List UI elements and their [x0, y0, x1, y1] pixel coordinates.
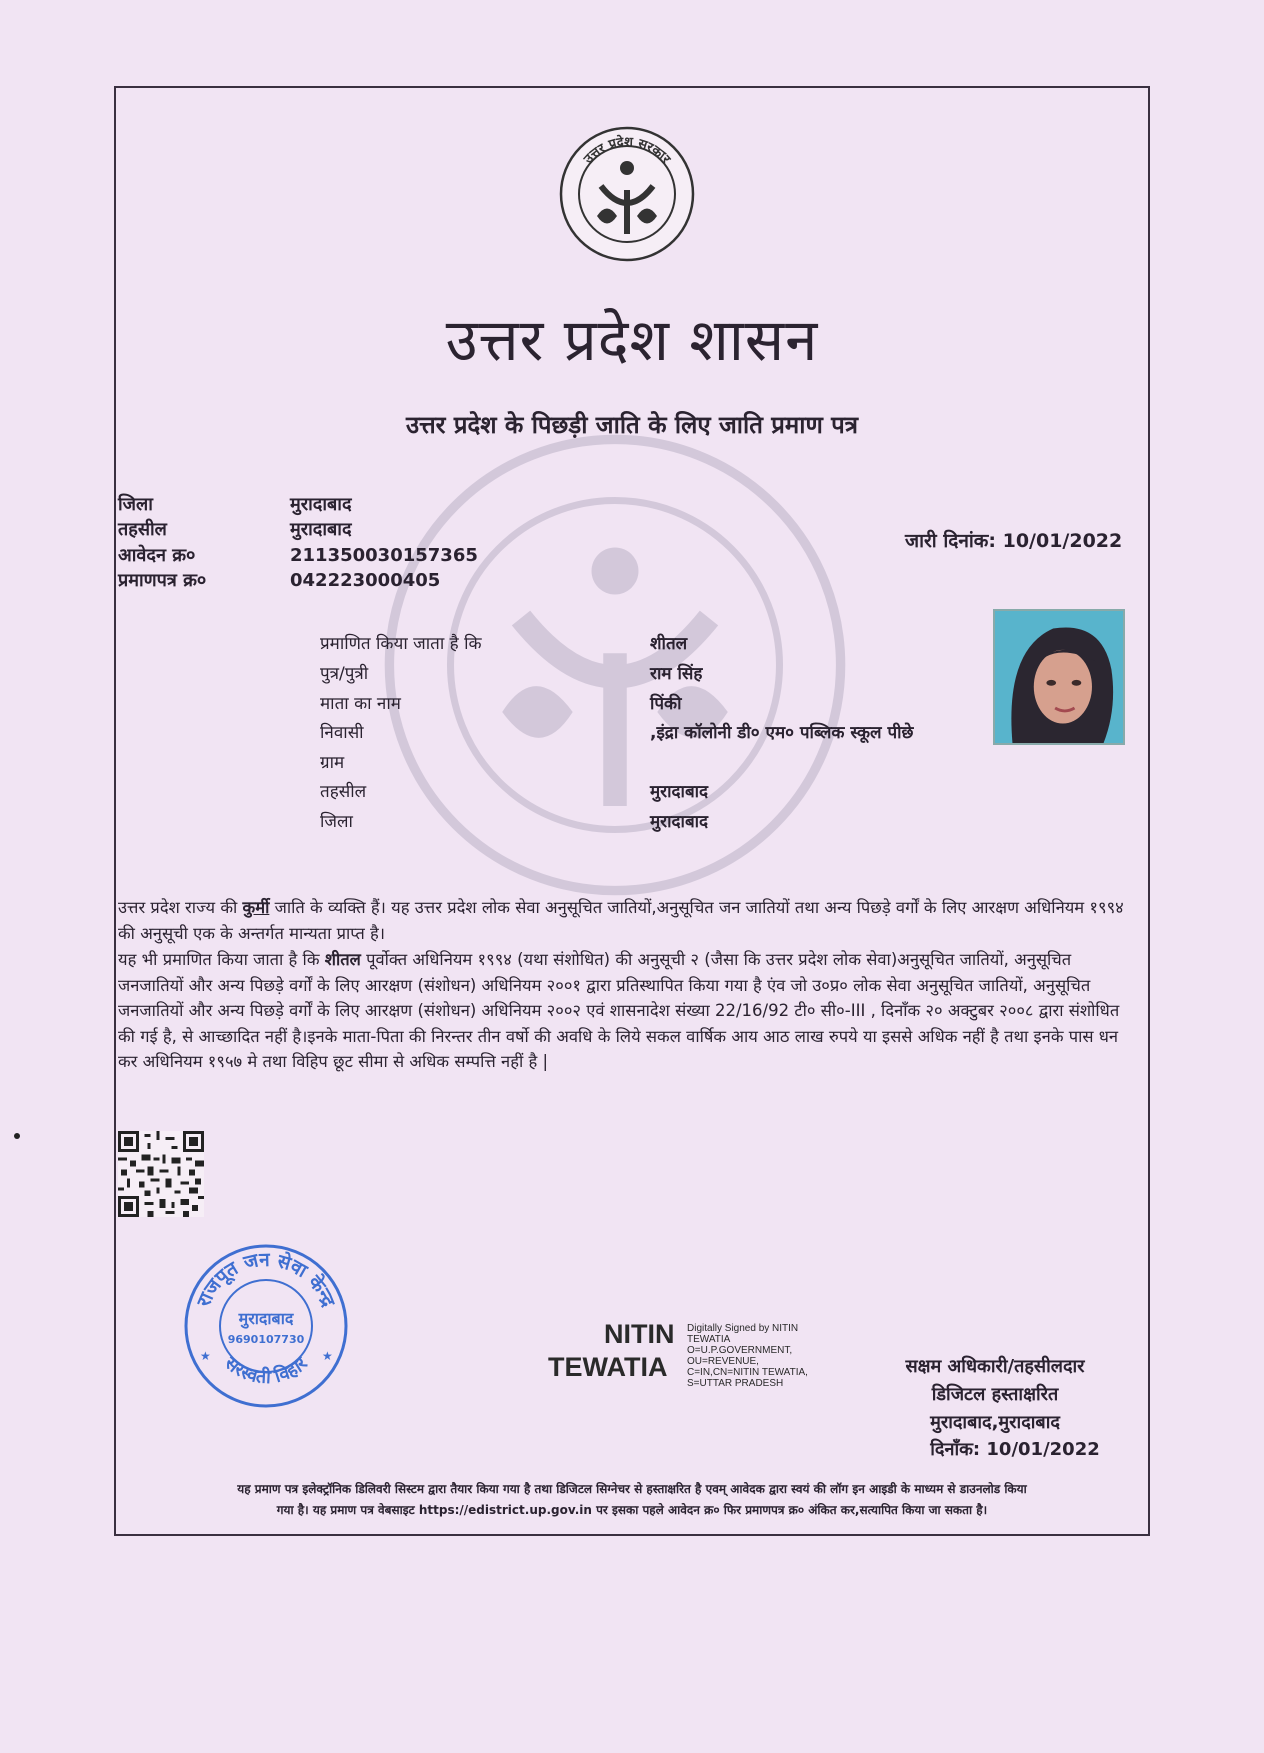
caste-paragraph [118, 895, 1130, 946]
emblem-watermark [380, 430, 850, 900]
meta-value-certificate-no: 042223000405 [290, 570, 441, 591]
detail-value-address: ,इंद्रा कॉलोनी डी० एम० पब्लिक स्कूल पीछे [650, 723, 914, 743]
caste-name: कुर्मी [242, 898, 270, 917]
detail-value-mother: पिंकी [650, 694, 682, 714]
footer-line-1: यह प्रमाण पत्र इलेक्ट्रॉनिक डिलिवरी सिस्टम द्वारा तैयार किया गया है तथा डिजिटल सिग्नेचर से हस्ताक्षरित है एवम् आवेदक द्वारा स्वयं की लॉग इन आइडी के माध्यम से डाउनलोड किया [237, 1482, 1027, 1496]
seal-bottom-text: सरस्वती विहार [220, 1352, 312, 1389]
signature-detail-line: OU=REVENUE, [687, 1356, 759, 1367]
eligibility-paragraph [118, 947, 1130, 1075]
signer-last-name: TEWATIA [548, 1352, 668, 1382]
scan-speck [14, 1133, 20, 1139]
meta-value-application-no: 211350030157365 [290, 545, 478, 566]
eligibility-paragraph-suffix: पूर्वोक्त अधिनियम १९९४ (यथा संशोधित) की अनुसूची २ (जैसा कि उत्तर प्रदेश लोक सेवा)अनुसूचित जातियों, अनुसूचित जनजातियों और अन्य पिछड़े वर्गों के लिए आरक्षण (संशोधन) अधिनियम २००१ द्वारा प्रतिस्थापित किया गया है एंव जो उ०प्र० लोक सेवा अनुसूचित जातियों, अनुसूचित जनजातियों और अन्य पिछड़े वर्गों के लिए आरक्षण (संशोधन) अधिनियम २००२ एवं शासनादेश संख्या 22/16/92 टी० सी०-III , दिनाँक २० अक्टुबर २००८ द्वारा संशोधित की गई है, से आच्छादित नहीं है।इनके माता-पिता की निरन्तर तीन वर्षो की अवधि के लिये सकल वार्षिक आय आठ लाख रुपये या इससे अधिक नहीं है तथा इनके पास धन कर अधिनियम १९५७ मे तथा विहिप छूट सीमा से अधिक सम्पत्ति नहीं है | [118, 950, 1120, 1072]
seal-center-text: मुरादाबाद [238, 1309, 294, 1328]
detail-label-mother: माता का नाम [320, 694, 401, 714]
eligibility-name: शीतल [324, 950, 361, 969]
svg-text:सरस्वती विहार [220, 1352, 312, 1388]
signature-detail-line: Digitally Signed by NITIN [687, 1323, 799, 1334]
meta-value-tehsil: मुरादाबाद [290, 519, 352, 540]
officer-signed: डिजिटल हस्ताक्षरित [931, 1384, 1059, 1405]
officer-date: दिनाँक: 10/01/2022 [930, 1439, 1100, 1460]
detail-value-tehsil: मुरादाबाद [650, 782, 709, 802]
issue-date: जारी दिनांक: 10/01/2022 [905, 530, 1123, 552]
signature-detail-line: TEWATIA [687, 1334, 731, 1345]
meta-label-tehsil: तहसील [118, 519, 167, 540]
seal-top-text: राजपूत जन सेवा केन्द्र [192, 1248, 340, 1310]
page-title: उत्तर प्रदेश शासन [445, 306, 819, 374]
officer-title: सक्षम अधिकारी/तहसीलदार [905, 1356, 1085, 1377]
caste-paragraph-prefix: उत्तर प्रदेश राज्य की [118, 898, 243, 917]
applicant-photo [993, 609, 1125, 745]
signature-details [687, 1323, 808, 1389]
meta-label-application-no: आवेदन क्र० [118, 545, 196, 566]
up-government-emblem [557, 124, 697, 264]
eligibility-paragraph-prefix: यह भी प्रमाणित किया जाता है कि [118, 950, 325, 969]
caste-paragraph-suffix: जाति के व्यक्ति हैं। यह उत्तर प्रदेश लोक सेवा अनुसूचित जातियों,अनुसूचित जन जातियों तथा अन्य पिछड़े वर्गों के लिए आरक्षण अधिनियम १९९४ की अनुसूची एक के अन्तर्गत मान्यता प्राप्त है। [118, 898, 1124, 943]
meta-label-certificate-no: प्रमाणपत्र क्र० [118, 570, 207, 591]
officer-place: मुरादाबाद,मुरादाबाद [930, 1412, 1060, 1433]
detail-label-district: जिला [320, 812, 353, 832]
meta-label-district: जिला [118, 494, 153, 515]
signature-detail-line: O=U.P.GOVERNMENT, [687, 1345, 793, 1356]
footer-line-2: गया है। यह प्रमाण पत्र वेबसाइट https://edistrict.up.gov.in पर इसका पहले आवेदन क्र० फिर प्रमाणपत्र क्र० अंकित कर,सत्यापित किया जा सकता है। [276, 1503, 988, 1517]
detail-value-district: मुरादाबाद [650, 812, 709, 832]
signature-detail-line: S=UTTAR PRADESH [687, 1378, 784, 1389]
detail-label-child-of: पुत्र/पुत्री [320, 664, 369, 684]
detail-value-father: राम सिंह [650, 664, 703, 684]
detail-value-name: शीतल [650, 634, 688, 654]
footer-note [120, 1479, 1144, 1521]
service-center-seal [180, 1240, 352, 1412]
detail-label-certified: प्रमाणित किया जाता है कि [320, 634, 482, 654]
seal-star-icon-right: ★ [322, 1349, 333, 1363]
signature-detail-line: C=IN,CN=NITIN TEWATIA, [687, 1367, 808, 1378]
detail-label-tehsil: तहसील [320, 782, 367, 802]
emblem-text: उत्तर प्रदेश सरकार [581, 134, 673, 167]
detail-label-resident: निवासी [320, 723, 364, 743]
detail-label-village: ग्राम [320, 753, 345, 773]
signer-first-name: NITIN [604, 1319, 675, 1349]
digital-signature [548, 1319, 848, 1409]
qr-code [118, 1131, 204, 1217]
seal-phone: 9690107730 [227, 1333, 305, 1346]
certificate-subtitle: उत्तर प्रदेश के पिछड़ी जाति के लिए जाति प्रमाण पत्र [405, 411, 859, 439]
seal-star-icon-left: ★ [200, 1349, 211, 1363]
meta-value-district: मुरादाबाद [290, 494, 352, 515]
